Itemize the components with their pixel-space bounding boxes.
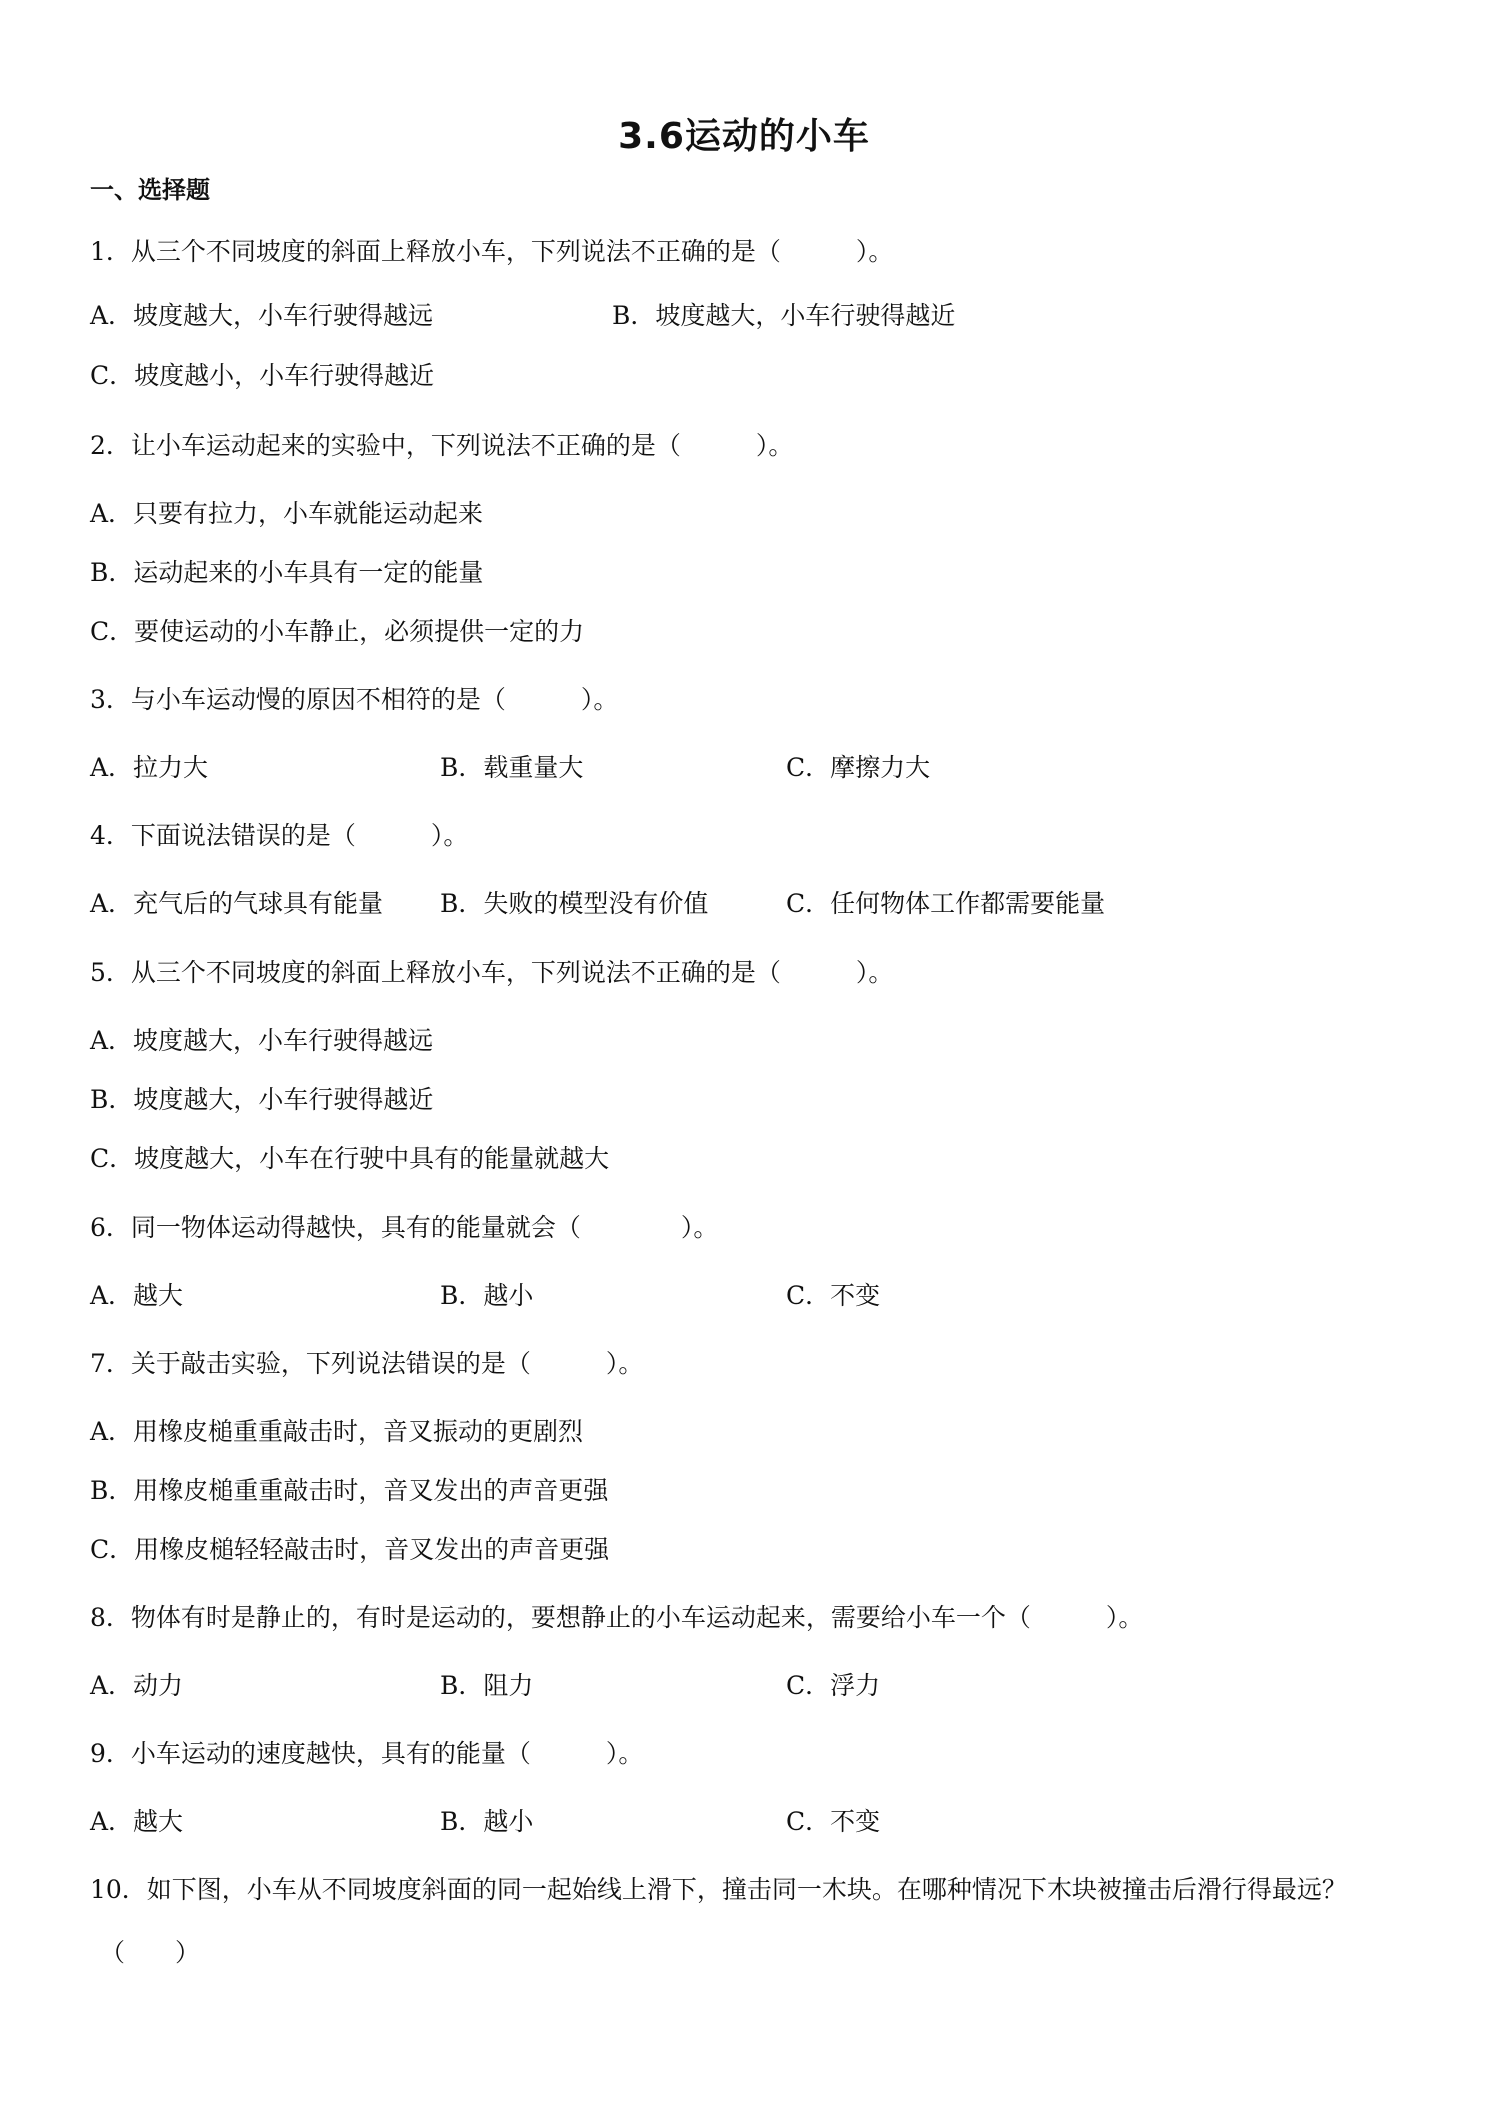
question-7-option-c: C．用橡皮槌轻轻敲击时，音叉发出的声音更强 [90, 1535, 610, 1564]
question-3-option-c: C．摩擦力大 [786, 753, 931, 782]
question-2-stem: 2．让小车运动起来的实验中，下列说法不正确的是（ ）。 [90, 431, 794, 460]
question-5-option-a: A．坡度越大，小车行驶得越远 [90, 1026, 434, 1055]
question-9-option-c: C．不变 [786, 1807, 881, 1836]
question-10-stem: 10．如下图，小车从不同坡度斜面的同一起始线上滑下，撞击同一木块。在哪种情况下木块被撞击后滑行得最远？ [90, 1875, 1347, 1904]
question-7-option-a: A．用橡皮槌重重敲击时，音叉振动的更剧烈 [90, 1417, 584, 1446]
question-8-option-c: C．浮力 [786, 1671, 881, 1700]
question-1-option-b: B．坡度越大，小车行驶得越近 [612, 301, 956, 330]
question-4-option-a: A．充气后的气球具有能量 [90, 889, 384, 918]
question-1-stem: 1．从三个不同坡度的斜面上释放小车，下列说法不正确的是（ ）。 [90, 237, 894, 266]
question-5-stem: 5．从三个不同坡度的斜面上释放小车，下列说法不正确的是（ ）。 [90, 958, 894, 987]
question-10-answer-blank: （ ） [100, 1938, 201, 1967]
question-4-option-b: B．失败的模型没有价值 [440, 889, 709, 918]
question-1-option-c: C．坡度越小，小车行驶得越近 [90, 361, 435, 390]
question-7-stem: 7．关于敲击实验，下列说法错误的是（ ）。 [90, 1349, 644, 1378]
question-6-option-b: B．越小 [440, 1281, 534, 1310]
question-3-option-a: A．拉力大 [90, 753, 209, 782]
question-2-option-a: A．只要有拉力，小车就能运动起来 [90, 499, 484, 528]
question-8-option-a: A．动力 [90, 1671, 184, 1700]
question-3-option-b: B．载重量大 [440, 753, 584, 782]
question-5-option-b: B．坡度越大，小车行驶得越近 [90, 1085, 434, 1114]
question-8-option-b: B．阻力 [440, 1671, 534, 1700]
question-4-stem: 4．下面说法错误的是（ ）。 [90, 821, 469, 850]
question-7-option-b: B．用橡皮槌重重敲击时，音叉发出的声音更强 [90, 1476, 609, 1505]
page-title: 3.6运动的小车 [618, 116, 870, 157]
section-heading: 一、选择题 [90, 176, 210, 204]
question-6-option-a: A．越大 [90, 1281, 184, 1310]
question-1-option-a: A．坡度越大，小车行驶得越远 [90, 301, 434, 330]
question-9-option-b: B．越小 [440, 1807, 534, 1836]
question-4-option-c: C．任何物体工作都需要能量 [786, 889, 1106, 918]
question-9-option-a: A．越大 [90, 1807, 184, 1836]
question-8-stem: 8．物体有时是静止的，有时是运动的，要想静止的小车运动起来，需要给小车一个（ ）。 [90, 1603, 1144, 1632]
question-6-stem: 6．同一物体运动得越快，具有的能量就会（ ）。 [90, 1213, 719, 1242]
question-3-stem: 3．与小车运动慢的原因不相符的是（ ）。 [90, 685, 619, 714]
question-6-option-c: C．不变 [786, 1281, 881, 1310]
question-5-option-c: C．坡度越大，小车在行驶中具有的能量就越大 [90, 1144, 610, 1173]
question-2-option-b: B．运动起来的小车具有一定的能量 [90, 558, 484, 587]
question-2-option-c: C．要使运动的小车静止，必须提供一定的力 [90, 617, 585, 646]
question-9-stem: 9．小车运动的速度越快，具有的能量（ ）。 [90, 1739, 644, 1768]
